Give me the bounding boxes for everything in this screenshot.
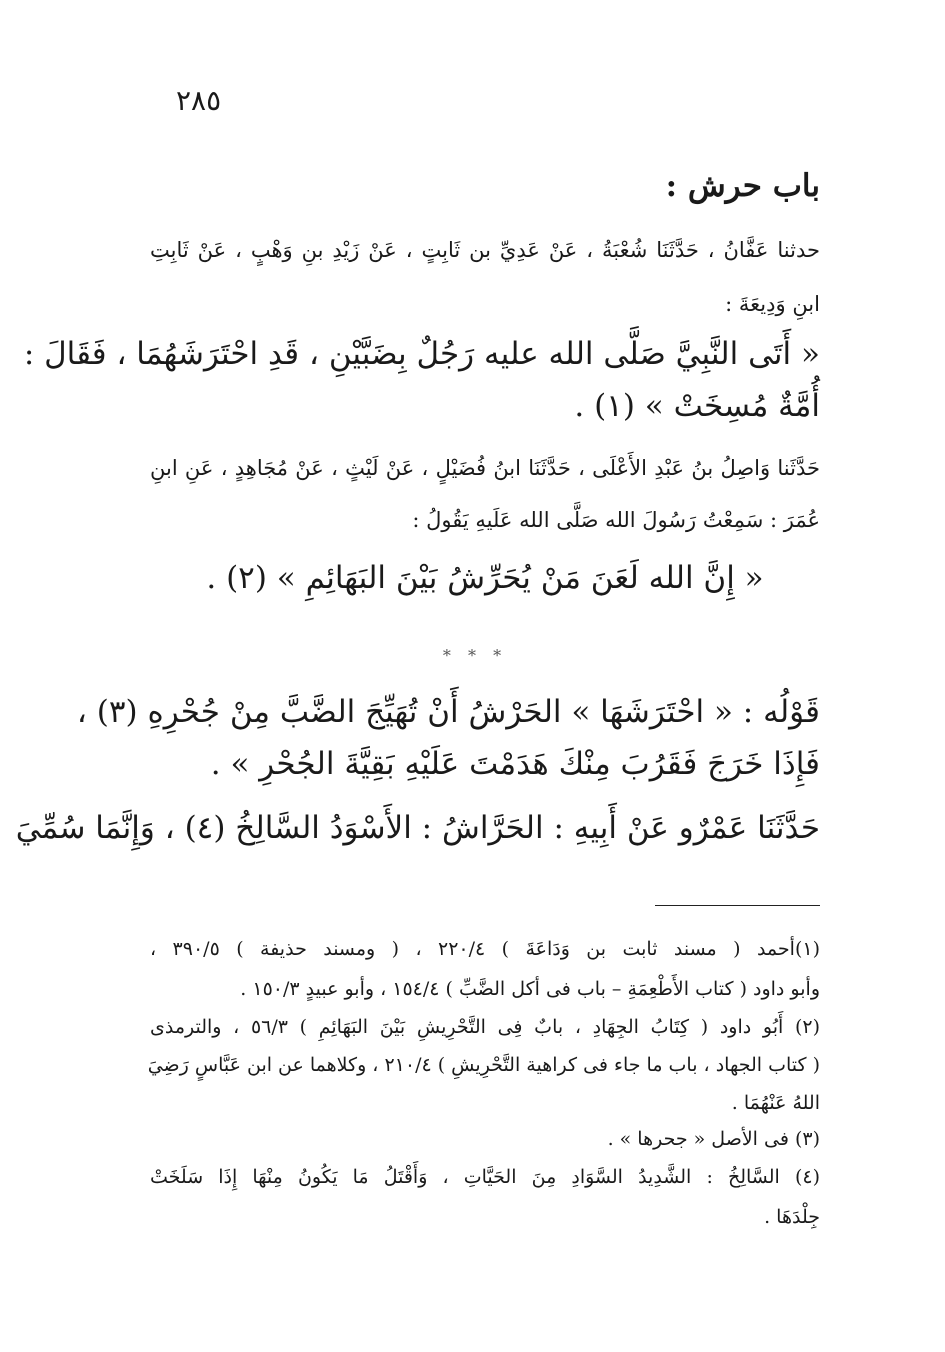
hadith-1-line-1: « أَتَى النَّبِيَّ صَلَّى الله عليه رَجُلٌ بِضَبَّيْنِ ، قَدِ احْتَرَشَهُمَا ، فَقَالَ :: [23, 336, 820, 372]
footnote-4-line-2: جِلْدَهَا .: [764, 1206, 820, 1228]
commentary-line-2: فَإِذَا خَرَجَ فَقَرُبَ مِنْكَ هَدَمْتَ عَلَيْهِ بَقِيَّةَ الجُحْرِ » .: [210, 746, 820, 782]
isnad-line-1: حدثنا عَفَّانُ ، حَدَّثَنَا شُعْبَةُ ، عَنْ عَدِيِّ بن ثَابِتٍ ، عَنْ زَيْدِ بنِ وَهْبٍ ، عَنْ ثَابِتِ: [150, 238, 820, 262]
footnote-1-line-1: (١)أحمد ( مسند ثابت بن وَدَاعَةَ ) ٢٢٠/٤ ، ( ومسند حذيفة ) ٣٩٠/٥ ،: [150, 938, 820, 960]
footnote-2-line-1: (٢) أَبُو داود ( كِتَابُ الجِهَادِ ، بابٌ فِى التَّحْرِيشِ بَيْنَ البَهَائِمِ ) ٥٦/٣ ، والترمذى: [150, 1016, 820, 1038]
isnad-2-line-2: عُمَرَ : سَمِعْتُ رَسُولَ الله صَلَّى الله عَلَيهِ يَقُولُ :: [412, 508, 820, 532]
chapter-heading: باب حرش :: [665, 168, 820, 204]
commentary-line-1: قَوْلُه : « احْتَرَشَهَا » الحَرْشُ أَنْ تُهَيِّجَ الضَّبَّ مِنْ جُحْرِهِ (٣) ،: [76, 694, 820, 730]
isnad-2-line-1: حَدَّثَنا وَاصِلُ بنُ عَبْدِ الأَعْلَى ، حَدَّثَنَا ابنُ فُضَيْلٍ ، عَنْ لَيْثٍ ، عَنْ مُجَاهِدٍ ، عَنِ ابنِ: [150, 456, 820, 480]
commentary-line-3: حَدَّثَنَا عَمْرٌو عَنْ أَبِيهِ : الحَرَّاشُ : الأَسْوَدُ السَّالِخُ (٤) ، وَإِنَّمَا سُمِّيَ: [15, 810, 820, 846]
footnote-4-line-1: (٤) السَّالِخُ : الشَّدِيدُ السَّوَادِ مِنَ الحَيَّاتِ ، وَأَقْتَلُ مَا يَكُونُ مِنْهَا إِذَا سَلَخَتْ: [150, 1166, 820, 1188]
footnote-separator: [655, 905, 820, 906]
footnote-3: (٣) فى الأصل « جحرها » .: [607, 1128, 820, 1150]
hadith-2: « إِنَّ الله لَعَنَ مَنْ يُحَرِّشُ بَيْنَ البَهَائِمِ » (٢) .: [206, 560, 764, 596]
page-number: ٢٨٥: [176, 84, 222, 117]
footnote-1-line-2: وأبو داود ( كتاب الأَطْعِمَةِ – باب فى أكل الضَّبِّ ) ١٥٤/٤ ، وأبو عبيدٍ ١٥٠/٣ .: [240, 978, 820, 1000]
footnote-2-line-2: ( كتاب الجهاد ، باب ما جاء فى كراهية التَّحْرِيشِ ) ٢١٠/٤ ، وكلاهما عن ابن عَبَّاسٍ رَضِيَ: [147, 1054, 820, 1076]
isnad-line-2: ابنِ وَدِيعَةَ :: [725, 292, 820, 316]
section-divider-stars: * * *: [442, 646, 508, 665]
hadith-1-line-2: أُمَّةٌ مُسِخَتْ » (١) .: [574, 388, 820, 424]
footnote-2-line-3: اللهُ عَنْهُمَا .: [731, 1092, 820, 1114]
